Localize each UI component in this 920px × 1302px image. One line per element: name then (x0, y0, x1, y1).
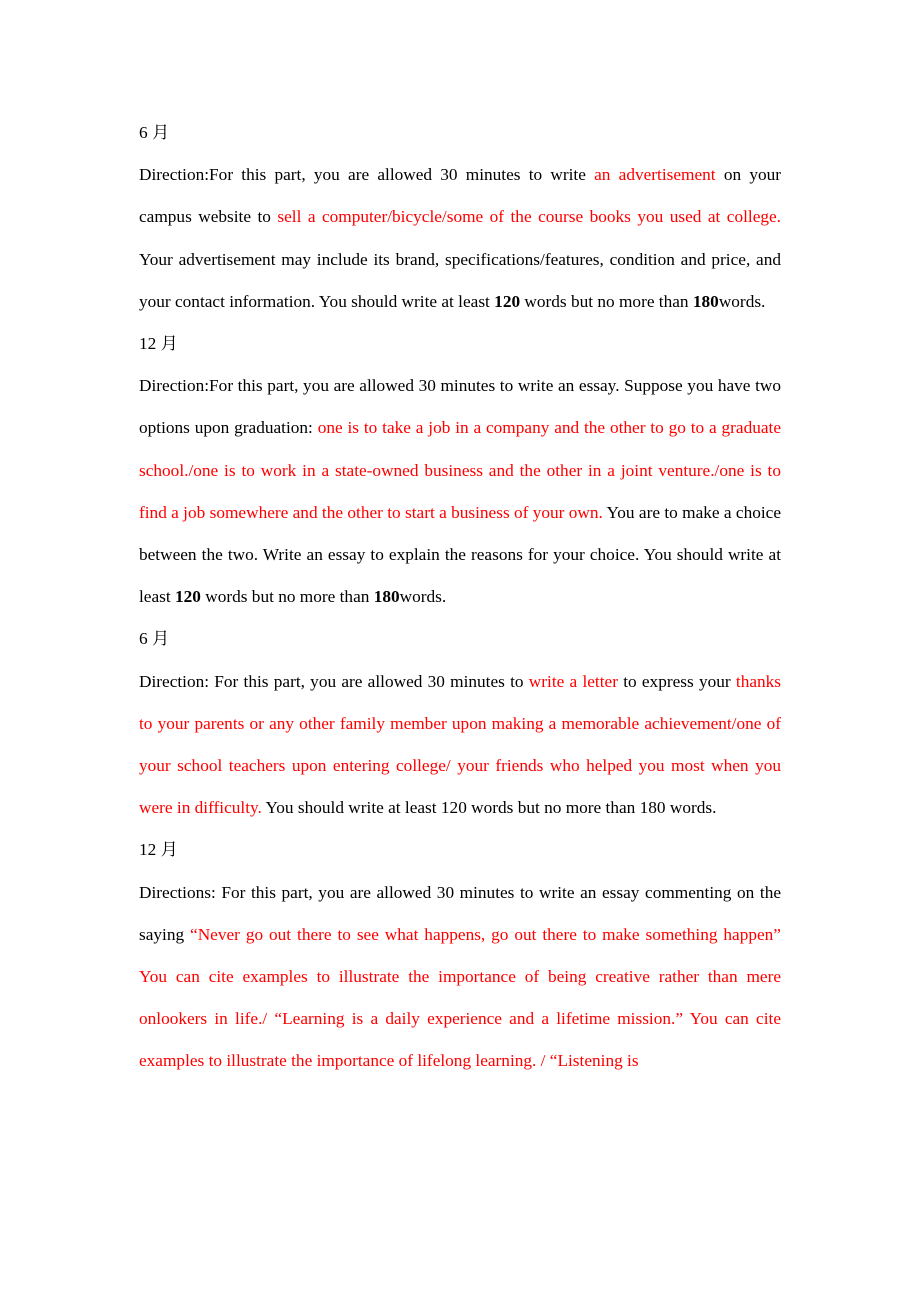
text-run: words but no more than (520, 291, 693, 311)
text-run: words. (718, 291, 766, 311)
bold-run: 180 (692, 291, 719, 311)
section-body-december-2 (139, 872, 781, 1083)
text-run: Direction: For this part, you are allowed 30 minutes to (139, 671, 529, 691)
section-heading-december-1: 12 月 (139, 334, 178, 354)
section-body-june-2 (139, 661, 781, 830)
section-heading-june-1: 6 月 (139, 123, 170, 142)
text-run: words. (399, 587, 447, 607)
highlight-run: “Never go out there to see what happens, go out there to make something happen” You can cite examples to illustrate the importance of being creative rather than mere onlookers in life./ “Learning is a daily experience and a lifetime mission.” You can cite examples to illustrate the importance of lifelong learning. / “Listening is (139, 924, 781, 1071)
highlight-run: write a letter (528, 671, 618, 691)
bold-run: 180 (373, 587, 400, 607)
highlight-run: thanks to your parents or any other family member upon making a memorable achievement/one of your school teachers upon entering college/ your friends who helped you most when you were in difficulty. (139, 671, 782, 818)
bold-run: 120 (494, 291, 521, 311)
text-run: Your advertisement may include its brand, specifications/features, condition and price, and your contact information. You should write at least (139, 249, 781, 311)
text-run: Direction:For this part, you are allowed 30 minutes to write (139, 165, 595, 185)
text-run: words but no more than (200, 587, 374, 607)
text-run: You are to make a choice between the two. Write an essay to explain the reasons for your choice. You should write at least (139, 502, 781, 607)
highlight-run: one is to take a job in a company and the other to go to a graduate school./one is to work in a state-owned business and the other in a joint venture./one is to find a job somewhere and the other to start a business of your own. (139, 418, 781, 522)
document-page (139, 112, 781, 1083)
text-run: Direction:For this part, you are allowed 30 minutes to write an essay. Suppose you have two options upon graduation: (139, 376, 781, 438)
section-body-june-1 (139, 154, 781, 323)
text-run: You should write at least 120 words but no more than 180 words. (261, 798, 717, 818)
highlight-run: an advertisement (594, 165, 716, 185)
text-run: on your campus website to (139, 165, 781, 227)
section-body-december-1 (139, 365, 781, 618)
highlight-run: sell a computer/bicycle/some of the course books you used at college. (277, 207, 782, 227)
text-run: to express your (617, 671, 736, 691)
text-run: Directions: For this part, you are allowed 30 minutes to write an essay commenting on the saying (139, 882, 781, 944)
section-heading-june-2: 6 月 (139, 629, 170, 649)
bold-run: 120 (175, 587, 201, 607)
section-heading-december-2: 12 月 (139, 840, 178, 860)
